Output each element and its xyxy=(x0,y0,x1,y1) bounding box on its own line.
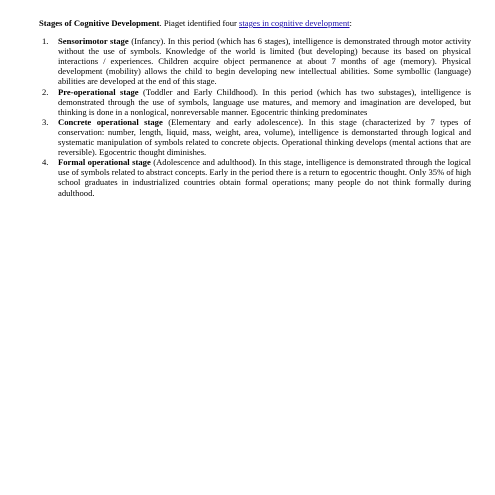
list-item-sensorimotor xyxy=(39,36,471,86)
document-body xyxy=(39,18,471,198)
stage-title: Concrete operational stage xyxy=(58,116,163,127)
stages-list xyxy=(39,36,471,198)
intro-colon: : xyxy=(349,18,352,28)
stage-description: (Toddler and Early Childhood). In this period (which has two substages), intelligence is demonstrated through the use of symbols, language use matures, and memory and imagination are developed, but thinking is done in a nonlogical, nonreversable manner. Egocentric thinking predominates xyxy=(58,86,471,117)
intro-paragraph xyxy=(39,18,471,28)
list-item-formal-operational xyxy=(39,157,471,197)
list-number: 3. xyxy=(42,116,49,127)
stages-link[interactable]: stages in cognitive development xyxy=(239,18,350,28)
list-item-concrete-operational xyxy=(39,117,471,157)
stage-description: (Elementary and early adolescence). In this stage (characterized by 7 types of conservation: number, length, liquid, mass, weight, area, volume), intelligence is demonstarted through logical and systematic manipulation of symbols related to concrete objects. Operational thinking develops (mental actions that are reversible). Egocentric thought diminishes. xyxy=(58,116,471,158)
stage-title: Pre-operational stage xyxy=(58,86,139,97)
section-heading: Stages of Cognitive Development xyxy=(39,18,160,28)
list-number: 1. xyxy=(42,36,49,47)
stage-description: (Infancy). In this period (which has 6 stages), intelligence is demonstrated through motor activity without the use of symbols. Knowledge of the world is limited (but developing) because its based on physical interactions / experiences. Children acquire object permanence at about 7 months of age (memory). Physical development (mobility) allows the child to begin developing new intellectual abilities. Some symbollic (language) abilities are developed at the end of this stage. xyxy=(58,36,471,87)
intro-text: . Piaget identified four xyxy=(159,18,240,28)
stage-title: Sensorimotor stage xyxy=(58,36,129,47)
stage-title: Formal operational stage xyxy=(58,157,151,168)
list-item-pre-operational xyxy=(39,87,471,117)
list-number: 4. xyxy=(42,157,49,168)
list-number: 2. xyxy=(42,86,49,97)
stage-description: (Adolescence and adulthood). In this stage, intelligence is demonstrated through the logical use of symbols related to abstract concepts. Early in the period there is a return to egocentric thought. Only 35% of high school graduates in industrialized countries obtain formal operations; many people do not think formally during adulthood. xyxy=(58,157,471,198)
